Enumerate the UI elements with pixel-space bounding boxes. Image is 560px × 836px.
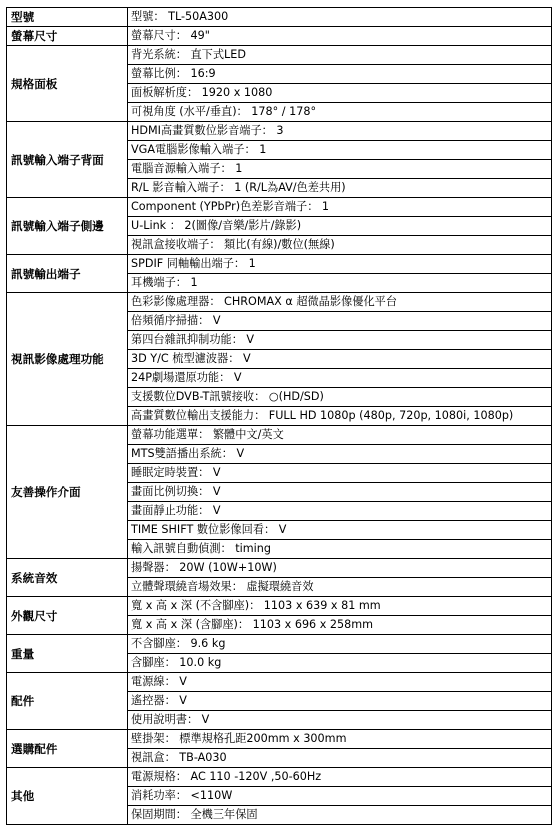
spec-value: 電腦音源輸入端子： 1: [128, 160, 552, 179]
spec-category: 訊號輸入端子背面: [7, 122, 128, 198]
spec-category: 其他: [7, 768, 128, 825]
spec-row: [7, 293, 552, 312]
spec-value: 面板解析度： 1920 x 1080: [128, 84, 552, 103]
spec-value: 螢幕比例： 16:9: [128, 65, 552, 84]
spec-value: 壁掛架： 標準規格孔距200mm x 300mm: [128, 730, 552, 749]
spec-category: 螢幕尺寸: [7, 27, 128, 46]
spec-row: [7, 8, 552, 27]
spec-category: 規格面板: [7, 46, 128, 122]
spec-table-body: [7, 8, 552, 825]
spec-category: 重量: [7, 635, 128, 673]
spec-category: 外觀尺寸: [7, 597, 128, 635]
spec-value: 耳機端子： 1: [128, 274, 552, 293]
spec-value: 色彩影像處理器： CHROMAX α 超微晶影像優化平台: [128, 293, 552, 312]
spec-value: U-Link ： 2(圖像/音樂/影片/錄影): [128, 217, 552, 236]
spec-row: [7, 27, 552, 46]
spec-category: 選購配件: [7, 730, 128, 768]
spec-value: 不含腳座： 9.6 kg: [128, 635, 552, 654]
spec-row: [7, 597, 552, 616]
spec-value: 含腳座： 10.0 kg: [128, 654, 552, 673]
spec-value: 寬 x 高 x 深 (不含腳座)： 1103 x 639 x 81 mm: [128, 597, 552, 616]
spec-category: 系統音效: [7, 559, 128, 597]
spec-category: 配件: [7, 673, 128, 730]
spec-value: 螢幕尺寸： 49": [128, 27, 552, 46]
spec-row: [7, 255, 552, 274]
spec-value: 背光系統： 直下式LED: [128, 46, 552, 65]
spec-value: 第四台雜訊抑制功能： V: [128, 331, 552, 350]
spec-value: 3D Y/C 梳型濾波器： V: [128, 350, 552, 369]
spec-value: 倍頻循序掃描： V: [128, 312, 552, 331]
spec-value: 揚聲器： 20W (10W+10W): [128, 559, 552, 578]
spec-value: 可視角度 (水平/垂直)： 178° / 178°: [128, 103, 552, 122]
spec-row: [7, 198, 552, 217]
spec-value: 遙控器： V: [128, 692, 552, 711]
spec-row: [7, 768, 552, 787]
spec-table: [6, 7, 552, 825]
spec-category: 視訊影像處理功能: [7, 293, 128, 426]
spec-row: [7, 673, 552, 692]
spec-value: 高畫質數位輸出支援能力： FULL HD 1080p (480p, 720p, 1080i, 1080p): [128, 407, 552, 426]
spec-value: 睡眠定時裝置： V: [128, 464, 552, 483]
spec-category: 友善操作介面: [7, 426, 128, 559]
spec-row: [7, 559, 552, 578]
spec-value: 螢幕功能選單： 繁體中文/英文: [128, 426, 552, 445]
spec-value: 24P劇場還原功能： V: [128, 369, 552, 388]
spec-value: SPDIF 同軸輸出端子： 1: [128, 255, 552, 274]
spec-value: 型號： TL-50A300: [128, 8, 552, 27]
spec-value: 電源線： V: [128, 673, 552, 692]
spec-value: 支援數位DVB-T訊號接收： ○(HD/SD): [128, 388, 552, 407]
spec-row: [7, 46, 552, 65]
spec-value: Component (YPbPr)色差影音端子： 1: [128, 198, 552, 217]
spec-value: VGA電腦影像輸入端子： 1: [128, 141, 552, 160]
spec-category: 訊號輸出端子: [7, 255, 128, 293]
spec-value: 視訊盒接收端子： 類比(有線)/數位(無線): [128, 236, 552, 255]
spec-value: 消耗功率： <110W: [128, 787, 552, 806]
spec-row: [7, 635, 552, 654]
spec-value: 輸入訊號自動偵測： timing: [128, 540, 552, 559]
spec-row: [7, 122, 552, 141]
spec-row: [7, 730, 552, 749]
spec-value: TIME SHIFT 數位影像回看： V: [128, 521, 552, 540]
spec-value: 寬 x 高 x 深 (含腳座)： 1103 x 696 x 258mm: [128, 616, 552, 635]
spec-value: 畫面靜止功能： V: [128, 502, 552, 521]
spec-value: 使用說明書： V: [128, 711, 552, 730]
spec-value: 視訊盒： TB-A030: [128, 749, 552, 768]
spec-category: 訊號輸入端子側邊: [7, 198, 128, 255]
spec-value: 畫面比例切換： V: [128, 483, 552, 502]
spec-value: 立體聲環繞音場效果： 虛擬環繞音效: [128, 578, 552, 597]
spec-value: R/L 影音輸入端子： 1 (R/L為AV/色差共用): [128, 179, 552, 198]
spec-row: [7, 426, 552, 445]
spec-value: HDMI高畫質數位影音端子： 3: [128, 122, 552, 141]
spec-category: 型號: [7, 8, 128, 27]
spec-value: 保固期間： 全機三年保固: [128, 806, 552, 825]
spec-value: 電源規格： AC 110 -120V ,50-60Hz: [128, 768, 552, 787]
spec-value: MTS雙語播出系統： V: [128, 445, 552, 464]
